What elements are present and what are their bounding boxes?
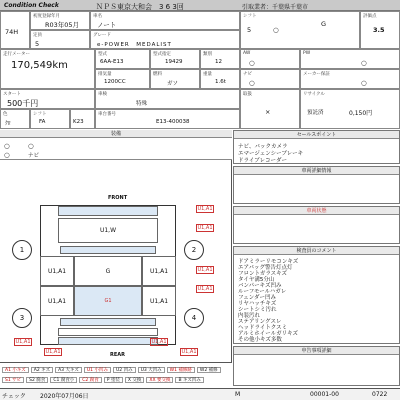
damage-mark: U1,A1 <box>45 349 61 355</box>
receiving-info: 引取業者：千葉県千葉市 <box>242 4 309 11</box>
seats-cell: 定員 5 <box>30 30 90 49</box>
car-damage-diagram <box>0 160 232 362</box>
legend-item: U3 大凹み <box>138 367 165 373</box>
legend-item: W1 補修跡 <box>167 367 195 373</box>
one-owner-cell: メーカー保証 ○ <box>300 69 400 89</box>
legend-row <box>2 367 221 373</box>
legend-item: C1 腐食小 <box>50 377 77 383</box>
wheel-front-right: 2 <box>184 240 204 260</box>
sales-point-box: セールスポイント ナビ、バックカメラ エマージェンシーブレーキ ドライブレコーダー <box>233 130 400 164</box>
equipment-title: 装備 <box>0 130 232 138</box>
inspector-comment-line: ドアミラーリモコンキズ <box>238 259 299 265</box>
panel-windshield <box>60 246 156 254</box>
color-code-cell: K23 <box>70 109 95 129</box>
panel-left-rear-door: U1,A1 <box>40 286 74 316</box>
condition-box: 車両状態 <box>233 206 400 244</box>
inspector-comment-line: ステアリングスレ <box>238 319 282 325</box>
legend-item: A3 大キズ <box>55 367 82 373</box>
panel-hood: U1,W <box>58 218 158 243</box>
inspector-comment-line: ヘッドライトクスミ <box>238 325 288 331</box>
inspector-comment-line: アルミホイールガリキズ <box>238 331 299 337</box>
odometer: 170,549km <box>11 60 68 71</box>
grade: e-POWER MEDALIST <box>97 42 172 48</box>
model-cell: 型式 6AA-E13 <box>95 49 150 69</box>
car-name-cell: 車名 ノート <box>90 11 240 30</box>
inspector-comment-line: シートシミ汚れ <box>238 307 277 313</box>
panel-roof: G <box>74 256 142 286</box>
engine-cell: 型式指定 19429 <box>150 49 200 69</box>
nav-cell: ナビ ○ <box>240 69 300 89</box>
weight-cell: 重量 1.6t <box>200 69 240 89</box>
legend-item: C2 腐食 <box>79 377 101 383</box>
legend-item: X 交換 <box>125 377 145 383</box>
reg-year: R03年05月 <box>45 21 80 29</box>
legend-item: A2 キズ <box>31 367 53 373</box>
inspector-comment-line: 内装汚れ <box>238 313 261 319</box>
aw-cell: AW ○ <box>240 49 300 69</box>
rear-label: REAR <box>110 352 125 358</box>
eval-cell: 評価点 3.5 <box>360 11 400 49</box>
panel-rear-cabin: G1 <box>74 286 142 316</box>
inspector-comment-line: リヤハッチキズ <box>238 301 277 307</box>
inspector-comment-line: エアバッグ警告灯点灯 <box>238 265 293 271</box>
legend-item: W2 補修 <box>197 367 221 373</box>
wheel-rear-left: 3 <box>12 308 32 328</box>
inspector-comment-line: フロントガラスキズ <box>238 271 288 277</box>
fuel-cell: 燃料 ガソ <box>150 69 200 89</box>
trans-cell: シフト FA <box>30 109 70 129</box>
legend-row <box>2 377 204 383</box>
color-name-cell: 車検 特殊 <box>95 89 240 109</box>
panel-trunk <box>58 328 158 336</box>
footer-bar <box>0 388 400 400</box>
right-column <box>233 130 400 400</box>
class-cell: 類別 12 <box>200 49 240 69</box>
repair-cell: 車台番号 E13-400038 <box>95 109 240 129</box>
check-mark: M <box>235 391 241 398</box>
legend-item: XX 要交換 <box>146 377 173 383</box>
lot-year-cell: 74H <box>0 11 30 49</box>
extra-cell: 取扱 × <box>240 89 300 129</box>
panel-rear-glass <box>60 318 156 326</box>
legend-item: S1 サビ <box>2 377 24 383</box>
vin: E13-400038 <box>156 119 190 125</box>
damage-mark: U1,A1 <box>197 286 213 292</box>
header-bar <box>0 0 400 11</box>
odometer-cell: 走行メーター 170,549km <box>0 49 95 89</box>
damage-mark: U1,A1 <box>197 225 213 231</box>
panel-left-front-door: U1,A1 <box>40 256 74 286</box>
lot-number: 00001-00 <box>310 391 339 398</box>
declared-box: 申告事項詳細 <box>233 346 400 386</box>
vehicle-info-grid <box>0 11 400 129</box>
wheel-front-left: 1 <box>12 240 32 260</box>
front-label: FRONT <box>108 195 128 201</box>
inspector-comment-line: その他小キズ多数 <box>238 337 282 343</box>
page-number: 0722 <box>372 391 388 398</box>
start-price: 500千円 <box>7 99 39 108</box>
inspector-comment-line: ルーフモールハガレ <box>238 289 287 295</box>
legend-item: S2 腐食 <box>26 377 48 383</box>
panel-right-rear-door: U1,A1 <box>142 286 176 316</box>
auction-name: ＮＰＳ東京大和会 3 6 3回 <box>96 3 184 11</box>
legend-item: U2 凹み <box>113 367 136 373</box>
panel-rear-bumper <box>58 337 158 345</box>
check-label: チェック <box>2 393 26 400</box>
start-price-cell: スタート 500千円 <box>0 89 95 109</box>
damage-mark: U1,A1 <box>151 339 167 345</box>
damage-mark: U1,A1 <box>197 267 213 273</box>
panel-right-front-door: U1,A1 <box>142 256 176 286</box>
legend-item: B キズ凹み <box>175 377 203 383</box>
options-cell: シフト 5 ○ G <box>240 11 360 49</box>
recycle-price: 0,150円 <box>349 110 373 117</box>
check-date: 2020年07月06日 <box>40 393 89 400</box>
inspector-comment-line: タイヤ溝5分山 <box>238 277 275 283</box>
reg-year-cell: 初度登録年月 R03年05月 <box>30 11 90 30</box>
inspector-comment-line: バンパーキズ凹み <box>238 283 282 289</box>
panel-front-bumper <box>58 206 158 216</box>
recycle-cell: リサイクル 預託済 0,150円 <box>300 89 400 129</box>
damage-legend <box>0 362 232 388</box>
equipment-marks: ○ ○ ○ ナビ <box>0 138 232 160</box>
eval-score: 3.5 <box>373 26 385 34</box>
damage-mark: U1,A1 <box>197 206 213 212</box>
legend-item: P 塗装 <box>104 377 123 383</box>
wheel-rear-right: 4 <box>184 308 204 328</box>
color-cell: 色 ｸﾛ <box>0 109 30 129</box>
car-name: ノート <box>97 21 117 29</box>
pw-cell: PW ○ <box>300 49 400 69</box>
cc-cell: 排気量 1200CC <box>95 69 150 89</box>
damage-mark: U1,A1 <box>15 339 31 345</box>
legend-item: A1 小キズ <box>2 367 29 373</box>
condition-check-title: Condition Check <box>4 2 59 9</box>
grade-cell: グレード e-POWER MEDALIST <box>90 30 240 49</box>
legend-item: U1 小凹み <box>84 367 111 373</box>
damage-mark: U1,A1 <box>181 349 197 355</box>
inspector-comment-box: 検査員のコメント ドアミラーリモコンキズ エアバッグ警告灯点灯 フロントガラスキズ タイヤ溝5分山 バンパーキズ凹み ルーフモールハガレ フェンダー凹み リヤハッチキズ シートシミ汚れ 内装汚れ ステアリングスレ ヘッドライトクスミ アルミホイールガリキズ その他小キズ多数 <box>233 246 400 344</box>
notes-box: 車両詳細情報 <box>233 166 400 204</box>
inspector-comment-line: フェンダー凹み <box>238 295 277 301</box>
